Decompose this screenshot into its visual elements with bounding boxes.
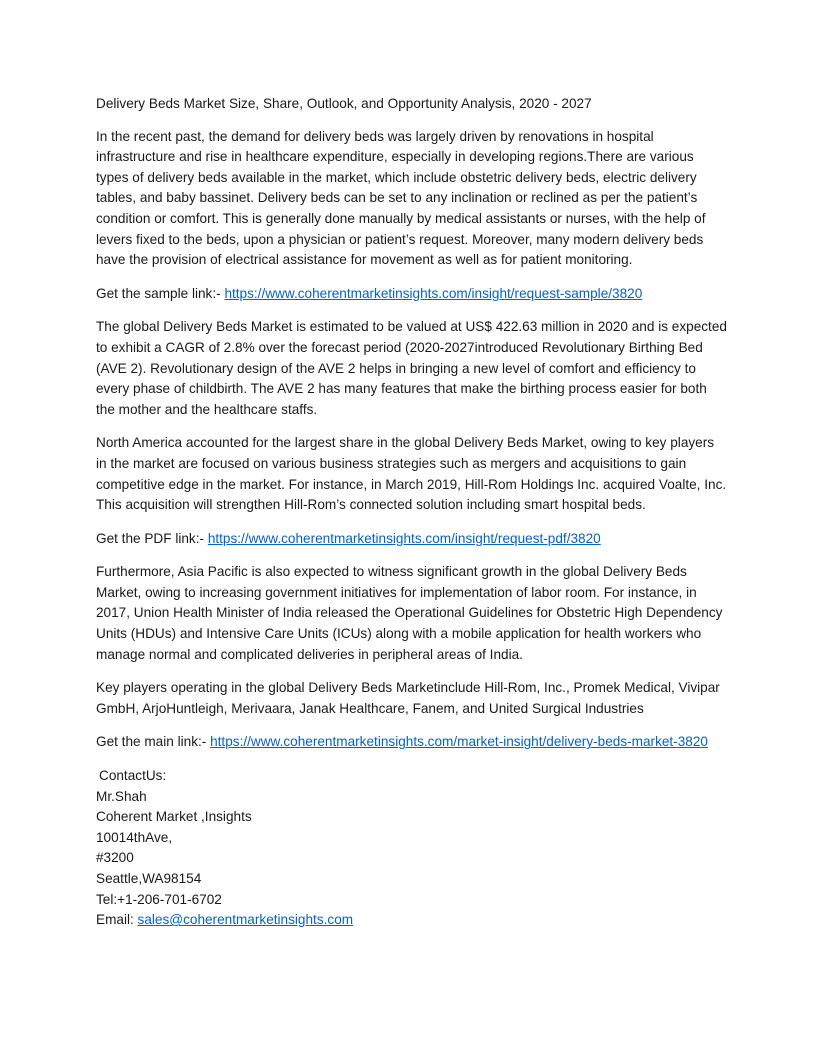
asia-pacific-paragraph: Furthermore, Asia Pacific is also expected to witness significant growth in the global Delivery Beds Market, owing to increasing government initiatives for implementation of labor room. For instance, in 2017, Union Health Minister of India released the Operational Guidelines for Obstetric High Dependency Units (HDUs) and Intensive Care Units (ICUs) along with a mobile application for health workers who manage normal and complicated deliveries in peripheral areas of India. — [96, 564, 723, 662]
main-link-prefix: Get the main link:- — [96, 734, 211, 750]
pdf-link[interactable]: https://www.coherentmarketinsights.com/insight/request-pdf/3820 — [207, 530, 601, 546]
sample-link-line — [96, 284, 728, 305]
pdf-link-line — [96, 529, 728, 550]
contact-email-line — [96, 910, 728, 931]
contact-company: Coherent Market ,Insights — [96, 809, 252, 825]
contact-heading: ContactUs: — [99, 768, 167, 784]
sample-link[interactable]: https://www.coherentmarketinsights.com/insight/request-sample/3820 — [224, 285, 643, 301]
contact-name: Mr.Shah — [96, 788, 147, 804]
pdf-link-prefix: Get the PDF link:- — [96, 530, 208, 546]
contact-street: 10014thAve, — [96, 829, 173, 845]
contact-tel: Tel:+1-206-701-6702 — [96, 891, 222, 907]
main-link[interactable]: https://www.coherentmarketinsights.com/market-insight/delivery-beds-market-3820 — [210, 734, 708, 750]
main-link-line — [96, 732, 728, 753]
market-value-paragraph: The global Delivery Beds Market is estimated to be valued at US$ 422.63 million in 2020 and is expected to exhibit a CAGR of 2.8% over the forecast period (2020-2027introduced Revolutionary Birthing Bed (AVE 2). Revolutionary design of the AVE 2 helps in bringing a new level of comfort and efficiency to every phase of childbirth. The AVE 2 has many features that make the birthing process easier for both the mother and the healthcare staffs. — [96, 319, 727, 417]
intro-paragraph: In the recent past, the demand for delivery beds was largely driven by renovations in hospital infrastructure and rise in healthcare expenditure, especially in developing regions.There are various types of delivery beds available in the market, which include obstetric delivery beds, electric delivery tables, and baby bassinet. Delivery beds can be set to any inclination or reclined as per the patient’s condition or comfort. This is generally done manually by medical assistants or nurses, with the help of levers fixed to the beds, upon a physician or patient’s request. Moreover, many modern delivery beds have the provision of electrical assistance for movement as well as for patient monitoring. — [96, 128, 706, 268]
document-title: Delivery Beds Market Size, Share, Outlook, and Opportunity Analysis, 2020 - 2027 — [96, 96, 592, 111]
contact-email-link[interactable]: sales@coherentmarketinsights.com — [137, 912, 354, 928]
contact-city: Seattle,WA98154 — [96, 871, 202, 886]
north-america-paragraph: North America accounted for the largest share in the global Delivery Beds Market, owing to key players in the market are focused on various business strategies such as mergers and acquisitions to gain competitive edge in the market. For instance, in March 2019, Hill-Rom Holdings Inc. acquired Voalte, Inc. This acquisition will strengthen Hill-Rom’s connected solution including smart hospital beds. — [96, 435, 727, 513]
contact-block — [96, 766, 728, 931]
document-page — [96, 94, 728, 931]
sample-link-prefix: Get the sample link:- — [96, 285, 225, 301]
contact-email-prefix: Email: — [96, 912, 138, 928]
contact-suite: #3200 — [96, 850, 134, 866]
key-players-paragraph: Key players operating in the global Delivery Beds Marketinclude Hill-Rom, Inc., Promek Medical, Vivipar GmbH, ArjoHuntleigh, Merivaara, Janak Healthcare, Fanem, and United Surgical Industries — [96, 680, 720, 716]
